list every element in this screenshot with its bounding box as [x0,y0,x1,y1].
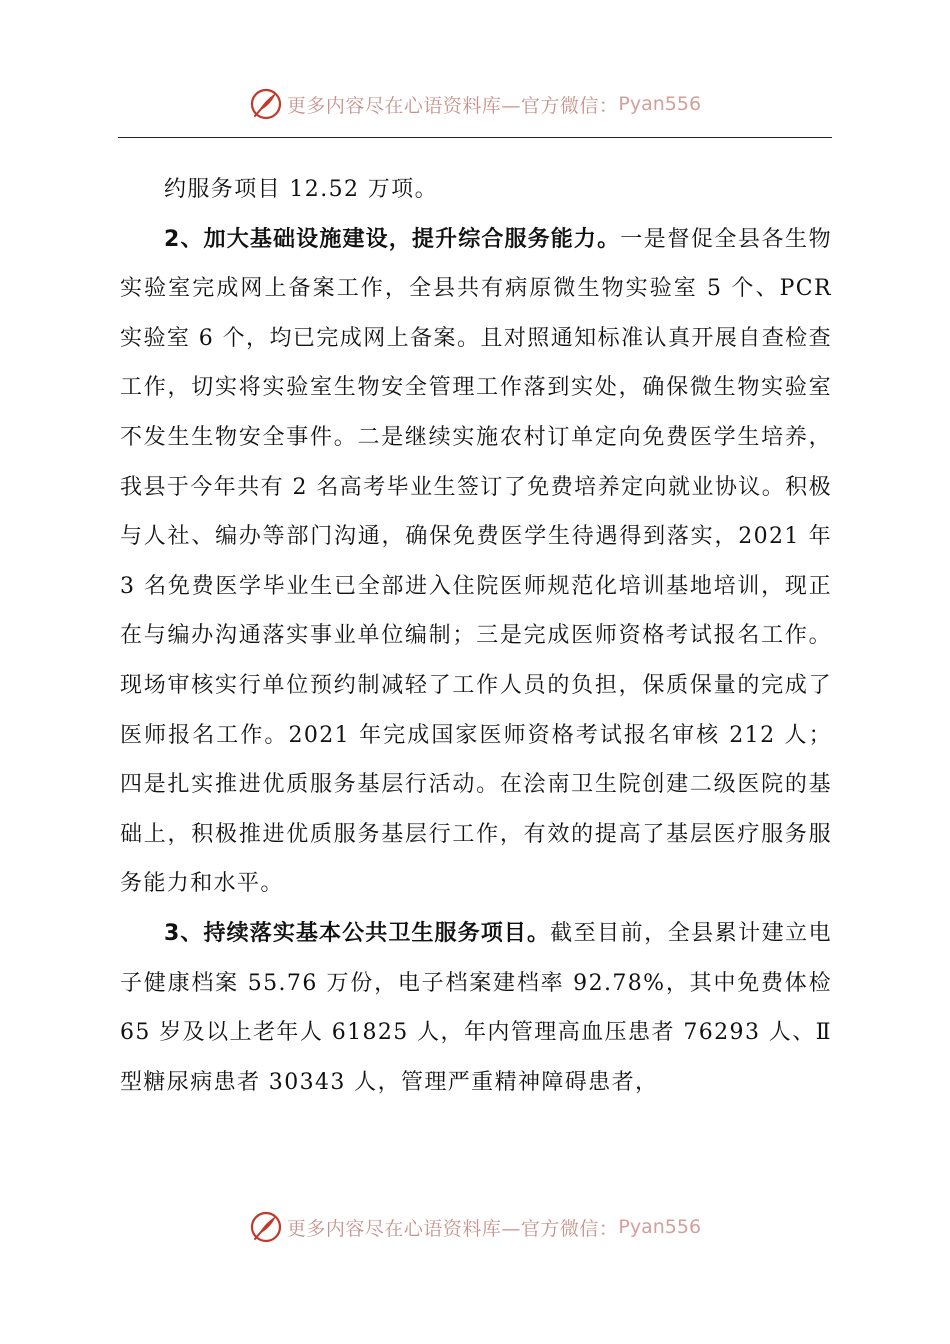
footer-watermark-account: Pyan556 [618,1216,702,1238]
footer-watermark-text: 更多内容尽在心语资料库—官方微信： [286,1217,619,1240]
paragraph-text: 约服务项目 12.52 万项。 [164,177,438,202]
document-body [120,165,832,1107]
footer-watermark [0,1207,950,1247]
paragraph-text: 截至目前，全县累计建立电子健康档案 55.76 万份，电子档案建档率 92.78%，其中免费体检 65 岁及以上老年人 61825 人，年内管理高血压患者 76293 人、Ⅱ型糖尿病患者 30343 人，管理严重精神障碍患者， [120,920,832,1095]
paragraph-heading: 3、持续落实基本公共卫生服务项目。 [164,920,551,946]
paragraph-text: 一是督促全县各生物实验室完成网上备案工作，全县共有病原微生物实验室 5 个、PCR 实验室 6 个，均已完成网上备案。且对照通知标准认真开展自查检查工作，切实将实验室生物安全管理工作落到实处，确保微生物实验室不发生生物安全事件。二是继续实施农村订单定向免费医学生培养，我县于今年共有 2 名高考毕业生签订了免费培养定向就业协议。积极与人社、编办等部门沟通，确保免费医学生待遇得到落实，2021 年 3 名免费医学毕业生已全部进入住院医师规范化培训基地培训，现正在与编办沟通落实事业单位编制；三是完成医师资格考试报名工作。现场审核实行单位预约制减轻了工作人员的负担，保质保量的完成了医师报名工作。2021 年完成国家医师资格考试报名审核 212 人；四是扎实推进优质服务基层行活动。在浍南卫生院创建二级医院的基础上，积极推进优质服务基层行工作，有效的提高了基层医疗服务服务能力和水平。 [120,226,833,897]
paragraph-infrastructure [120,215,832,909]
paragraph-public-health [120,909,832,1107]
header-watermark-account: Pyan556 [618,93,702,115]
quill-logo-icon [249,1210,283,1244]
header-watermark [0,84,950,124]
header-divider [118,137,832,138]
quill-logo-icon [249,87,283,121]
paragraph-continuation [120,165,832,215]
header-watermark-text: 更多内容尽在心语资料库—官方微信： [286,94,619,117]
paragraph-heading: 2、加大基础设施建设，提升综合服务能力。 [164,226,621,252]
